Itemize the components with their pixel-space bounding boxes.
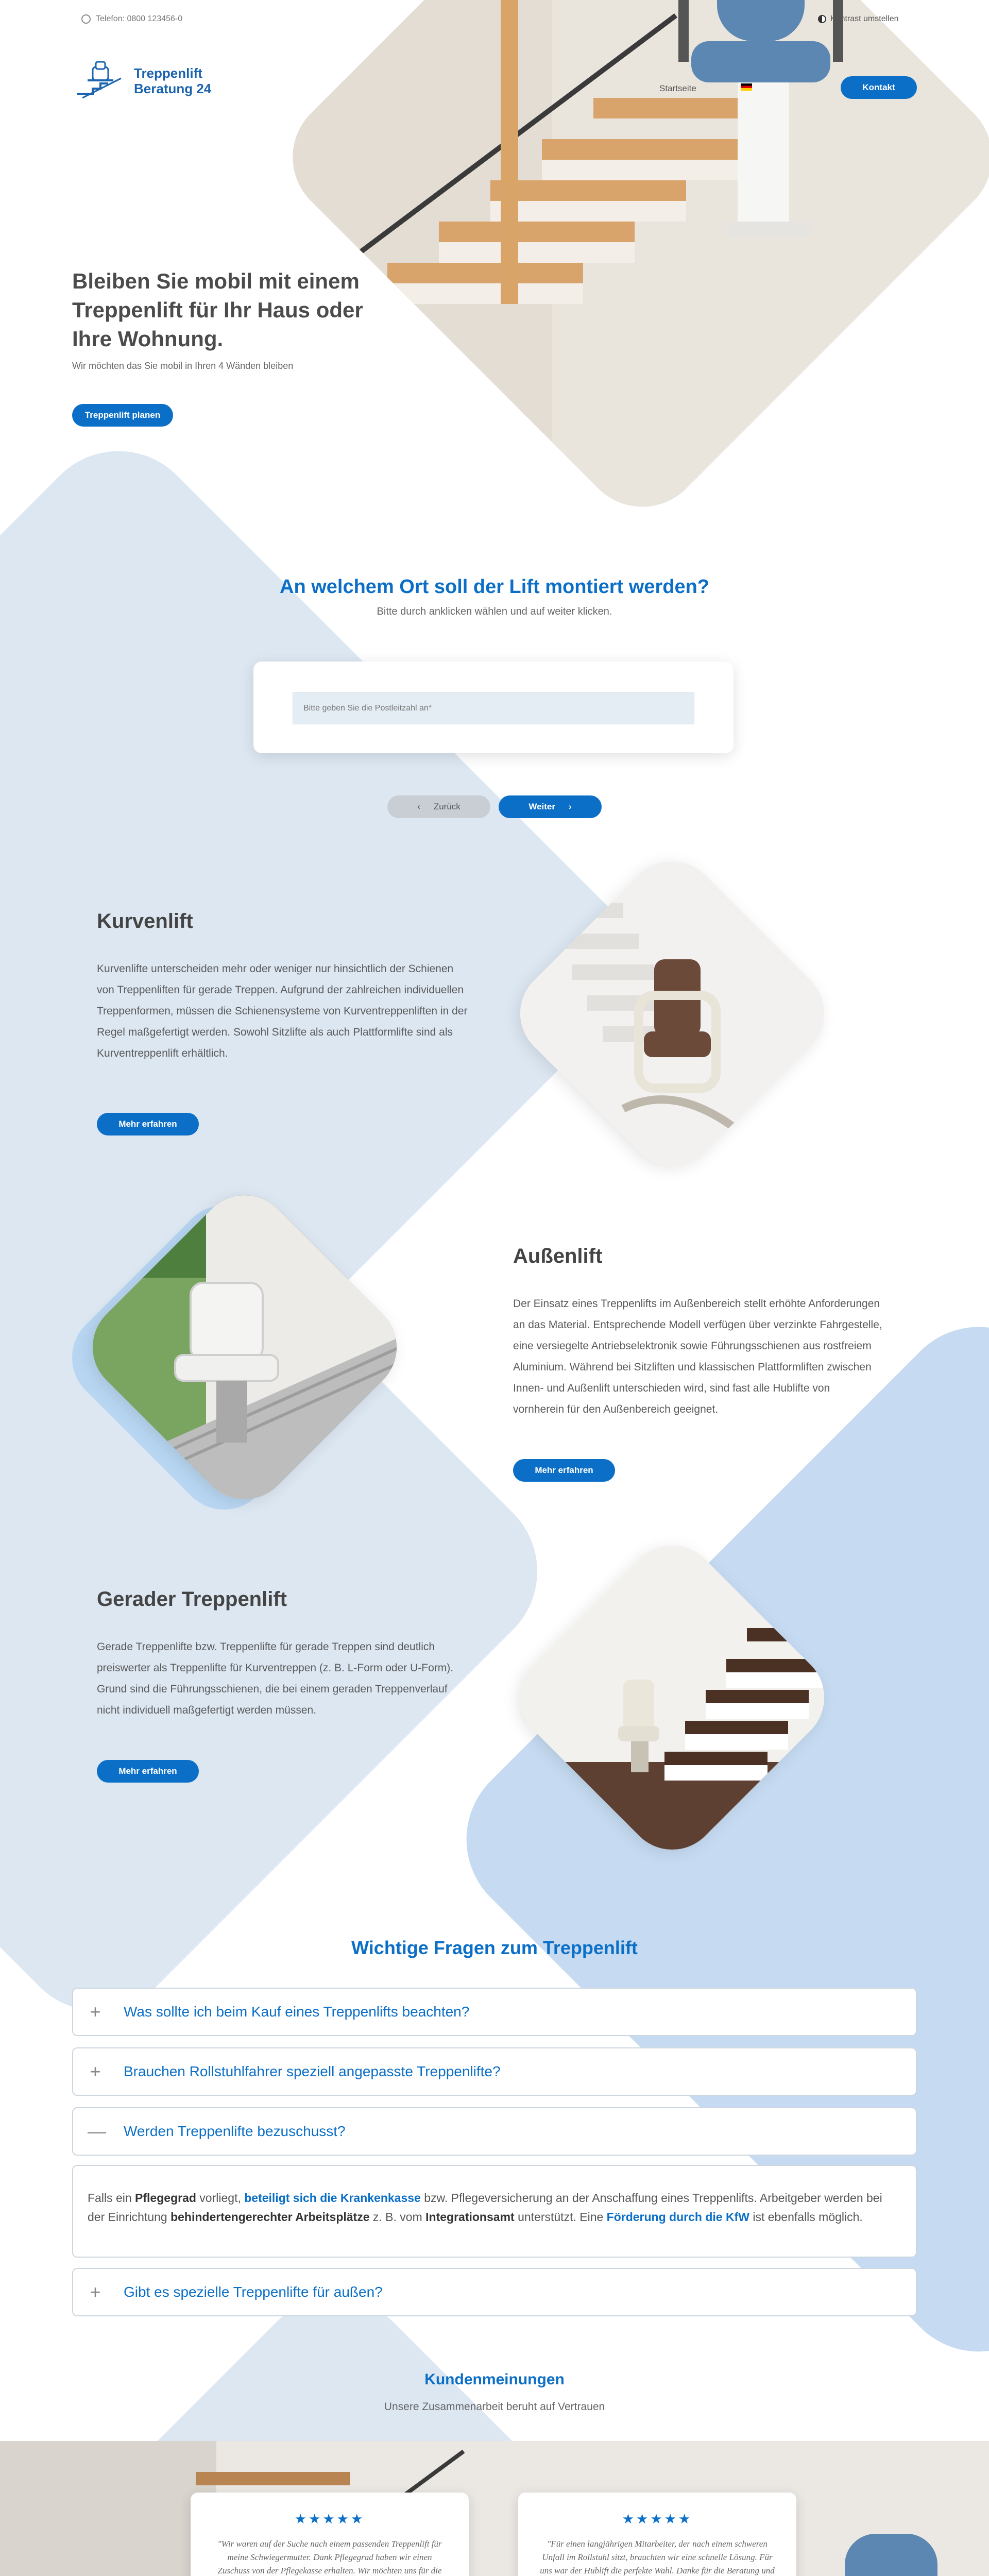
review-text: "Für einen langjährigen Mitarbeiter, der nach einem schweren Unfall im Rollstuhl sitzt, brauchten wir eine schnelle Lösung. Für uns war der Hublift die perfekte Wahl. Danke für die Beratung und — [540, 2539, 775, 2575]
chevron-right-icon: › — [568, 802, 572, 811]
zip-input[interactable]: Bitte geben Sie die Postleitzahl an* — [293, 692, 694, 724]
answer-text: ist ebenfalls möglich. — [749, 2210, 863, 2224]
answer-bold: Integrationsamt — [425, 2210, 515, 2224]
faq-item[interactable] — [72, 1988, 917, 2036]
product-text-kurvenlift: Kurvenlifte unterscheiden mehr oder weniger nur hinsichtlich der Schienen von Treppenliften für gerade Treppen. Aufgrund der zahlreichen individuellen Treppenformen, müssen die Schienensysteme von Kurventreppenliften in der Regel maßgefertigt werden. Sowohl Sitzlifte als auch Plattformlifte sind als Kurventreppenlift erhältlich. — [97, 963, 468, 1059]
more-button-kurvenlift[interactable]: Mehr erfahren — [97, 1113, 199, 1136]
back-label: Zurück — [433, 802, 461, 811]
faq-question: Was sollte ich beim Kauf eines Treppenlifts beachten? — [124, 2004, 470, 2020]
answer-text: z. B. vom — [369, 2210, 426, 2224]
review-text: "Wir waren auf der Suche nach einem passenden Treppenlift für meine Schwiegermutter. Dank Pflegegrad haben wir einen Zuschuss von der Pflegekasse erhalten. Wir möchten uns für die — [217, 2539, 442, 2575]
answer-text: bzw. Pflegeversicherung an der Anschaffung eines Treppenlifts. Arbeitgeber werden bei der Einrichtung — [88, 2191, 882, 2224]
reviews-background-image — [0, 2441, 989, 2576]
faq-title: Wichtige Fragen zum Treppenlift — [351, 1937, 638, 1958]
logo-line1: Treppenlift — [134, 65, 202, 81]
plus-icon: + — [90, 2001, 101, 2022]
chevron-left-icon: ‹ — [417, 802, 420, 811]
review-card — [518, 2493, 796, 2576]
answer-text: unterstützt. Eine — [514, 2210, 607, 2224]
product-title-aussenlift: Außenlift — [513, 1245, 603, 1267]
faq-answer — [72, 2165, 917, 2258]
star-rating-icon: ★★★★★ — [294, 2511, 365, 2527]
site-logo[interactable] — [72, 58, 211, 104]
minus-icon: — — [88, 2121, 106, 2142]
answer-bold: Pflegegrad — [135, 2191, 196, 2205]
reviews-subtitle: Unsere Zusammenarbeit beruht auf Vertrauen — [384, 2401, 605, 2413]
faq-item-open[interactable] — [72, 2107, 917, 2156]
phone-icon — [81, 14, 91, 24]
plus-icon: + — [90, 2281, 101, 2302]
answer-bold: behindertengerechter Arbeitsplätze — [170, 2210, 370, 2224]
contrast-label: Kontrast umstellen — [830, 14, 899, 23]
language-flag-icon[interactable] — [741, 83, 752, 91]
phone-text: Telefon: 0800 123456-0 — [96, 14, 183, 23]
product-title-gerader-treppenlift: Gerader Treppenlift — [97, 1588, 287, 1611]
review-card — [191, 2493, 469, 2576]
plan-stairlift-button[interactable]: Treppenlift planen — [72, 404, 173, 427]
nav-home[interactable]: Startseite — [659, 83, 696, 93]
faq-question: Brauchen Rollstuhlfahrer speziell angepasste Treppenlifte? — [124, 2063, 501, 2079]
more-button-gerader-treppenlift[interactable]: Mehr erfahren — [97, 1760, 199, 1783]
logo-line2: Beratung 24 — [134, 81, 212, 96]
faq-question: Gibt es spezielle Treppenlifte für außen? — [124, 2284, 383, 2300]
product-text-aussenlift: Der Einsatz eines Treppenlifts im Außenbereich stellt erhöhte Anforderungen an das Material. Entsprechende Modell verfügen über verzinkte Fahrgestelle, eine versiegelte Antriebselektronik sowie Führungsschienen aus rostfreiem Aluminium. Während bei Sitzliften und klassischen Plattformliften zwischen Innen- und Außenlift unterschieden wird, sind fast alle Hublifte von vornherein für den Außenbereich geeignet. — [513, 1298, 882, 1415]
next-button[interactable] — [499, 795, 602, 818]
zip-card — [253, 662, 734, 753]
contrast-icon — [818, 15, 826, 23]
hero-subtitle: Wir möchten das Sie mobil in Ihren 4 Wänden bleiben — [72, 361, 294, 371]
question-title: An welchem Ort soll der Lift montiert werden? — [280, 576, 709, 598]
phone-info[interactable] — [81, 14, 182, 24]
health-insurance-link[interactable]: beteiligt sich die Krankenkasse — [244, 2191, 421, 2205]
kfw-link[interactable]: Förderung durch die KfW — [606, 2210, 749, 2224]
more-button-aussenlift[interactable]: Mehr erfahren — [513, 1459, 615, 1482]
question-subtitle: Bitte durch anklicken wählen und auf weiter klicken. — [377, 606, 612, 617]
hero-title: Bleiben Sie mobil mit einem Treppenlift für Ihr Haus oder Ihre Wohnung. — [72, 269, 363, 351]
faq-question: Werden Treppenlifte bezuschusst? — [124, 2123, 346, 2139]
answer-text: Falls ein — [88, 2191, 135, 2205]
answer-text: vorliegt, — [196, 2191, 245, 2205]
product-title-kurvenlift: Kurvenlift — [97, 910, 193, 933]
faq-item[interactable] — [72, 2268, 917, 2316]
star-rating-icon: ★★★★★ — [622, 2511, 693, 2527]
faq-item[interactable] — [72, 2047, 917, 2096]
back-button[interactable] — [387, 795, 490, 818]
contrast-toggle[interactable] — [818, 14, 899, 24]
product-text-gerader-treppenlift: Gerade Treppenlifte bzw. Treppenlifte für gerade Treppen sind deutlich preiswerter als Treppenlifte für Kurventreppen (z. B. L-Form oder U-Form). Grund sind die Führungsschienen, die bei einem geraden Treppenverlauf nicht individuell maßgefertigt werden müssen. — [97, 1641, 454, 1716]
plus-icon: + — [90, 2061, 101, 2082]
next-label: Weiter — [528, 802, 555, 811]
nav-contact-button[interactable]: Kontakt — [841, 76, 917, 99]
stairlift-logo-icon — [72, 58, 129, 104]
reviews-title: Kundenmeinungen — [424, 2371, 565, 2388]
